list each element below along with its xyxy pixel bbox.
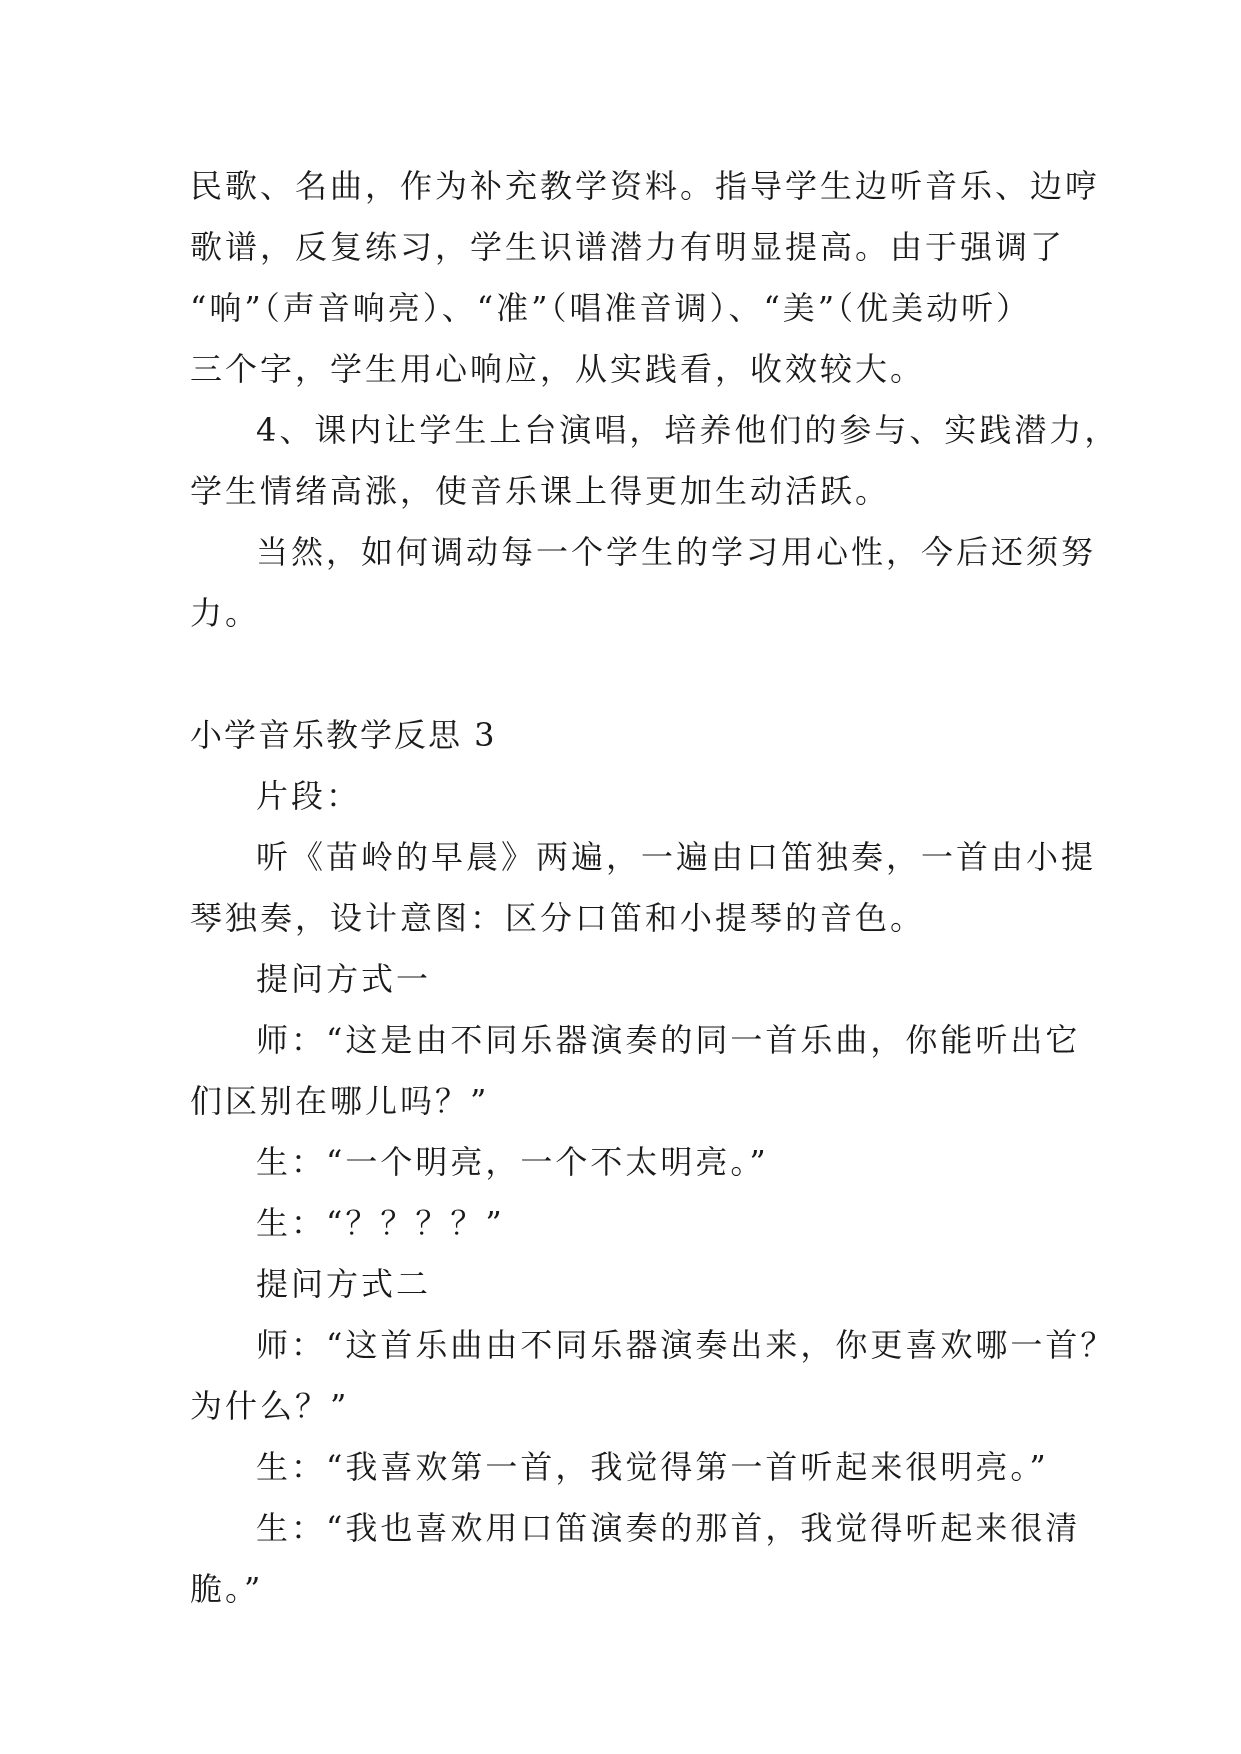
paragraph-line: 生：“？？？？” (256, 1204, 505, 1242)
paragraph-line: 提问方式二 (256, 1265, 432, 1303)
paragraph-line: 当然，如何调动每一个学生的学习用心性，今后还须努 (256, 533, 1097, 571)
paragraph-line: 生：“一个明亮，一个不太明亮。” (256, 1143, 769, 1181)
paragraph-line: 歌谱，反复练习，学生识谱潜力有明显提高。由于强调了 (190, 228, 1066, 266)
paragraph-line: 片段： (256, 777, 362, 815)
paragraph-line: 力。 (190, 594, 261, 632)
paragraph-line: 脆。” (190, 1570, 264, 1608)
section-spacer (190, 644, 1050, 705)
paragraph-line: 师：“这首乐曲由不同乐器演奏出来，你更喜欢哪一首？ (256, 1326, 1116, 1364)
paragraph-line: 提问方式一 (256, 960, 432, 998)
paragraph-line: 们区别在哪儿吗？” (190, 1082, 490, 1120)
paragraph-line: 琴独奏，设计意图：区分口笛和小提琴的音色。 (190, 899, 926, 937)
paragraph-line: 听《苗岭的早晨》两遍，一遍由口笛独奏，一首由小提 (256, 838, 1097, 876)
paragraph-line: 师：“这是由不同乐器演奏的同一首乐曲，你能听出它 (256, 1021, 1081, 1059)
paragraph-line: “响”（声音响亮）、“准”（唱准音调）、“美”（优美动听） (190, 289, 1032, 327)
document-body (190, 156, 1120, 1620)
paragraph-line: 民歌、名曲，作为补充教学资料。指导学生边听音乐、边哼 (190, 167, 1101, 205)
section-title: 小学音乐教学反思 3 (190, 716, 497, 754)
paragraph-line: 生：“我也喜欢用口笛演奏的那首，我觉得听起来很清 (256, 1509, 1081, 1547)
paragraph-line: 为什么？” (190, 1387, 350, 1425)
paragraph-line: 学生情绪高涨，使音乐课上得更加生动活跃。 (190, 472, 891, 510)
paragraph-line: 4、课内让学生上台演唱，培养他们的参与、实践潜力， (256, 411, 1120, 449)
paragraph-line: 三个字，学生用心响应，从实践看，收效较大。 (190, 350, 926, 388)
paragraph-line: 生：“我喜欢第一首，我觉得第一首听起来很明亮。” (256, 1448, 1049, 1486)
